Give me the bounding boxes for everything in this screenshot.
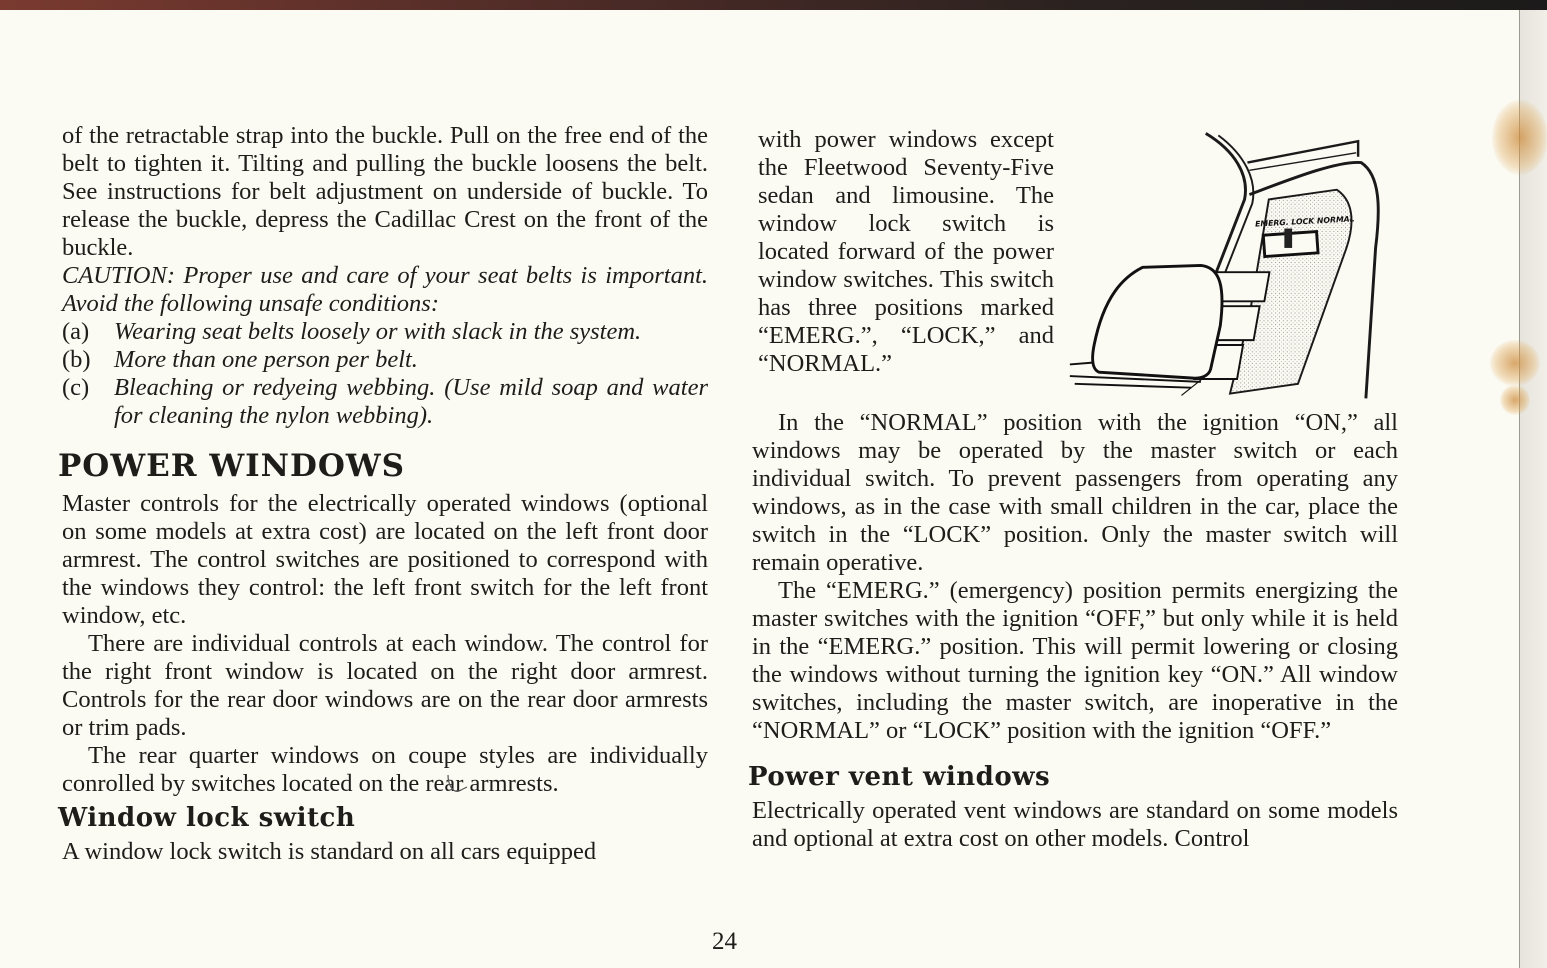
page-stain [1490,340,1540,386]
seat-belt-paragraph: of the retractable strap into the buckle. Pull on the free end of the belt to tighten it. Tilting and pulling the buckle loosens the belt. See instructions for belt adjustment on underside of buckle. To release the buckle, depress the Cadillac Crest on the front of the buckle. [62,122,708,261]
page-number: 24 [712,928,737,955]
subheading-window-lock-switch: Window lock switch [58,803,356,833]
window-switch-illustration [1065,120,1395,405]
scan-top-edge [0,0,1547,10]
caution-note: CAUTION: Proper use and care of your seat belts is important. Avoid the following unsafe conditions: [62,262,708,317]
caution-list-item [62,374,708,430]
body-paragraph: Electrically operated vent windows are standard on some models and optional at extra cost on other models. Control [752,797,1398,852]
right-column-wrap-text [758,126,1054,378]
list-text: Bleaching or redyeing webbing. (Use mild soap and water for cleaning the nylon webbing). [114,374,708,429]
list-text: Wearing seat belts loosely or with slack in the system. [114,318,642,345]
caution-list-item [62,346,708,374]
left-column [58,122,708,866]
subheading-power-vent-windows: Power vent windows [748,762,1051,792]
section-heading-power-windows: POWER WINDOWS [58,448,406,484]
list-label: (b) [62,346,91,373]
body-paragraph: A window lock switch is standard on all cars equipped [62,838,597,865]
right-column [748,409,1398,853]
caution-list-item [62,318,708,346]
body-paragraph: with power windows except the Fleetwood Seventy-Five sedan and limousine. The window lock switch is located forward of the power window switches. This switch has three positions marked “EMERG.”, “LOCK,” and “NORMAL.” [758,126,1054,377]
switch-label: EMERG. LOCK NORMAL [1254,214,1355,229]
body-paragraph: Master controls for the electrically operated windows (optional on some models at extra cost) are located on the left front door armrest. The control switches are positioned to correspond with the windows they control: the left front switch for the left front window, etc. [62,490,708,629]
list-label: (a) [62,318,90,345]
body-paragraph: The “EMERG.” (emergency) position permits energizing the master switches with the ignition “OFF,” but only while it is held in the “EMERG.” position. This will permit lowering or closing the windows without turning the ignition key “ON.” All window switches, including the master switch, are inoperative in the “NORMAL” or “LOCK” position with the ignition “OFF.” [752,577,1398,744]
list-text: More than one person per belt. [114,346,418,373]
list-label: (c) [62,374,90,401]
page-stain [1492,100,1547,175]
pen-mark [445,773,475,803]
page-stain [1500,385,1530,415]
body-paragraph: In the “NORMAL” position with the ignition “ON,” all windows may be operated by the master switch or each individual switch. To prevent passengers from operating any windows, as in the case with small children in the car, place the switch in the “LOCK” position. Only the master switch will remain operative. [752,409,1398,576]
body-paragraph: There are individual controls at each window. The control for the right front window is located on the right door armrest. Controls for the rear door windows are on the rear door armrests or trim pads. [62,630,708,741]
body-paragraph: The rear quarter windows on coupe styles are individually conrolled by switches located on the rear armrests. [62,742,708,797]
